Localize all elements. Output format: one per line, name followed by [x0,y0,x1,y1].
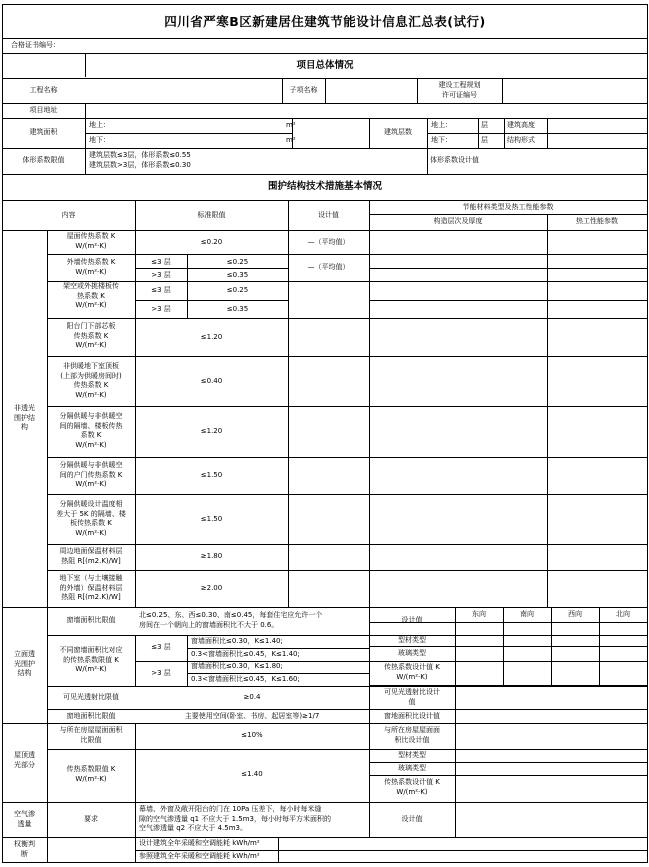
overhead-floor-k-label: 架空或外挑楼板传 热系数 K W/(m²·K) [63,282,119,309]
area-above-label: 地上： [89,121,110,129]
roof-glass-type-label: 玻璃类型 [398,764,426,772]
roof-ratio-limit-value: ≤10% [241,731,263,739]
window-k-limit-label: 不同窗墙面积比对应 的传热系数限值 K W/(m²·K) [59,646,123,673]
section-project-overview: 项目总体情况 [296,60,354,71]
table-rule [547,230,548,607]
table-rule [325,78,326,103]
frame-type-label: 型材类型 [398,636,426,644]
glass-type-label: 玻璃类型 [398,649,426,657]
col-thermal-header: 热工性能参数 [576,217,618,225]
table-rule [369,762,647,763]
table-rule [369,230,370,607]
table-rule [369,214,647,215]
wwr-limit-label: 窗墙面积比限值 [66,616,116,624]
permit-number-label: 建设工程规划 许可证编号 [438,81,481,99]
floor-unit: 层 [481,121,488,129]
building-height-label: 建筑高度 [507,121,535,129]
table-rule [47,749,648,750]
basement-wall-r-label: 地下室（与土壤接触 的外墙）保温材料层 热阻 R[(m2.K)/W] [59,574,123,601]
wwr-design-label: 设计值 [401,616,423,624]
overhead-gt3-label: >3 层 [151,305,171,313]
window-gt3-limit-b: 0.3<窗墙面积比≤0.45，K≤1.60; [191,675,300,683]
table-rule [2,38,648,39]
table-rule [2,148,648,149]
window-le3-limit-b: 0.3<窗墙面积比≤0.45，K≤1.40; [191,650,300,658]
page-title: 四川省严寒B区新建居住建筑节能设计信息汇总表(试行) [164,14,486,29]
table-rule [427,133,647,134]
table-rule [547,118,548,148]
temp-diff-partition-k-limit: ≤1.50 [200,515,223,523]
opaque-envelope-group-label: 非透光 围护结 构 [14,404,35,431]
overhead-gt3-limit: ≤0.35 [226,305,249,313]
roof-ratio-design-label: 与所在房屋屋面面 积比设计值 [384,726,440,744]
unheated-basement-ceiling-k-limit: ≤0.40 [200,377,223,385]
partition-wall-k-label: 分隔供暖与非供暖空 间的隔墙、楼板传热 系数 K W/(m²·K) [59,412,123,449]
table-rule [135,802,136,837]
trade-off-group-label: 权衡判 断 [14,840,35,858]
table-rule [85,103,86,174]
project-address-label: 项目地址 [29,106,58,114]
cert-number-label: 合格证书编号： [11,41,60,49]
ext-wall-le3-limit: ≤0.25 [226,258,249,266]
table-rule [135,268,288,269]
perimeter-insulation-r-label: 周边地面保温材料层 热阻 R[(m2.K)/W] [59,547,123,565]
table-rule [2,802,648,803]
reference-building-energy-label: 参照建筑全年采暖和空调能耗 kWh/m² [139,852,260,860]
table-rule [47,318,648,319]
roof-window-k-limit-value: ≤1.40 [241,770,263,778]
table-rule [47,281,648,282]
roof-frame-type-label: 型材类型 [398,751,426,759]
building-floors-label: 建筑层数 [384,128,412,136]
col-content-header: 内容 [61,211,76,219]
table-rule [427,118,428,174]
table-rule [47,406,648,407]
ext-wall-le3-label: ≤3 层 [151,258,171,266]
perimeter-insulation-r-limit: ≥1.80 [200,552,223,560]
table-rule [47,635,648,636]
area-below-label: 地下： [89,136,110,144]
table-rule [135,300,288,301]
table-rule [85,133,292,134]
table-rule [2,200,648,201]
air-permeability-group-label: 空气渗 透量 [14,810,35,828]
table-rule [369,775,647,776]
table-rule [455,723,456,802]
window-le3-label: ≤3 层 [151,643,171,651]
table-rule [478,118,479,148]
col-layers-header: 构造层次及厚度 [433,217,483,225]
table-rule [47,494,648,495]
shape-coefficient-limit-text: 建筑层数≤3层，体形系数≤0.55 建筑层数>3层，体形系数≤0.30 [89,151,191,169]
table-rule [369,646,647,647]
air-design-label: 设计值 [401,815,423,823]
roof-transparent-group-label: 屋顶透 光部分 [14,751,35,769]
roof-k-limit: ≤0.20 [200,238,223,246]
ext-wall-gt3-label: >3 层 [151,271,171,279]
roof-window-k-limit-label: 传热系数限值 K W/(m²·K) [66,765,116,783]
table-rule [47,709,648,710]
section-envelope-measures: 围护结构技术措施基本情况 [267,181,382,192]
table-rule [2,837,648,838]
col-design-header: 设计值 [318,211,339,219]
table-rule [47,254,648,255]
table-rule [369,300,647,301]
col-limit-header: 标准限值 [197,211,226,219]
table-rule [47,837,48,862]
m2-unit: m² [286,121,296,129]
temp-diff-partition-k-label: 分隔供暖设计温度相 差大于 5K 的隔墙、楼 板传热系数 K W/(m²·K) [56,500,126,537]
table-rule [369,268,647,269]
shape-coefficient-limit-label: 体形系数限值 [22,156,65,164]
vt-design-label: 可见光透射比设计 值 [384,688,440,706]
project-name-label: 工程名称 [29,86,58,94]
structure-type-label: 结构形式 [507,136,535,144]
direction-north: 北向 [616,610,630,618]
table-rule [187,648,369,649]
table-rule [135,837,136,862]
floors-below-label: 地下： [431,136,452,144]
partition-door-k-limit: ≤1.50 [200,471,223,479]
direction-south: 南向 [520,610,534,618]
roof-k-design-label: 传热系数设计值 K W/(m²·K) [384,778,440,796]
table-rule [455,607,456,723]
unheated-basement-ceiling-k-label: 非供暖地下室顶板 (上部为供暖房间时) 传热系数 K W/(m²·K) [60,362,122,399]
overhead-le3-limit: ≤0.25 [226,286,249,294]
sub-project-label: 子项名称 [289,86,318,94]
table-rule [187,673,369,674]
table-rule [2,53,648,54]
table-rule [2,723,648,724]
roof-k-label: 屋面传热系数 K W/(m²·K) [66,232,116,250]
table-rule [47,686,648,687]
table-rule [502,78,503,103]
table-rule [2,862,648,863]
wwr-limit-text: 北≤0.25、东、西≤0.30、南≤0.45，每套住宅应允许一个 房间在一个朝向上的窗墙面积比不大于 0.6。 [139,611,323,629]
table-rule [2,118,648,119]
table-rule [2,174,648,175]
table-rule [647,4,648,863]
table-rule [288,230,289,607]
floor-unit: 层 [481,136,488,144]
basement-wall-r-limit: ≥2.00 [200,584,223,592]
wfr-limit-text: 主要使用空间(卧室、书房、起居室等)≥1/7 [184,712,320,720]
table-rule [455,802,456,837]
window-gt3-limit-a: 窗墙面积比≤0.30，K≤1.80; [191,662,283,670]
window-gt3-label: >3 层 [151,669,171,677]
table-rule [2,4,648,5]
direction-west: 西向 [568,610,582,618]
facade-transparent-group-label: 立面透 光围护 结构 [14,650,35,677]
ext-wall-design-note: —（平均值） [307,263,350,271]
table-rule [504,118,505,148]
table-rule [47,457,648,458]
table-rule [47,356,648,357]
col-material-header: 节能材料类型及热工性能参数 [462,203,554,211]
m2-unit: m² [286,136,296,144]
partition-wall-k-limit: ≤1.20 [200,427,223,435]
table-rule [278,837,279,862]
partition-door-k-label: 分隔供暖与非供暖空 间的户门传热系数 K W/(m²·K) [59,461,123,488]
window-k-design-label: 传热系数设计值 K W/(m²·K) [384,663,440,681]
direction-east: 东向 [472,610,486,618]
ext-wall-k-label: 外墙传热系数 K W/(m²·K) [66,258,116,276]
vt-limit-label: 可见光透射比限值 [63,693,119,701]
balcony-door-k-label: 阳台门下部芯板 传热系数 K W/(m²·K) [66,322,116,349]
table-rule [2,103,648,104]
window-le3-limit-a: 窗墙面积比≤0.30，K≤1.40; [191,637,283,645]
roof-ratio-limit-label: 与所在房屋屋面面积 比限值 [59,726,123,744]
table-rule [2,230,648,231]
table-rule [369,661,647,662]
air-requirement-label: 要求 [84,815,98,823]
vt-limit-value: ≥0.4 [243,693,261,701]
air-requirement-text: 幕墙、外窗及敞开阳台的门在 10Pa 压差下，每小时每米缝 隙的空气渗透量 q1 不应大于 1.5m3，每小时每平方米面积的 空气渗透量 q2 不应大于 4.5m3。 [139,805,331,832]
table-rule [47,570,648,571]
floors-above-label: 地上： [431,121,452,129]
balcony-door-k-limit: ≤1.20 [200,333,223,341]
shape-coefficient-design-label: 体形系数设计值 [430,156,479,164]
overhead-le3-label: ≤3 层 [151,286,171,294]
table-rule [47,544,648,545]
table-rule [135,850,647,851]
wfr-design-label: 窗地面积比设计值 [384,712,440,720]
wfr-limit-label: 窗地面积比限值 [66,712,116,720]
ext-wall-gt3-limit: ≤0.35 [226,271,249,279]
table-rule [187,635,188,686]
building-area-label: 建筑面积 [29,128,58,136]
roof-k-design-note: —（平均值） [307,238,350,246]
design-building-energy-label: 设计建筑全年采暖和空调能耗 kWh/m² [139,839,260,847]
